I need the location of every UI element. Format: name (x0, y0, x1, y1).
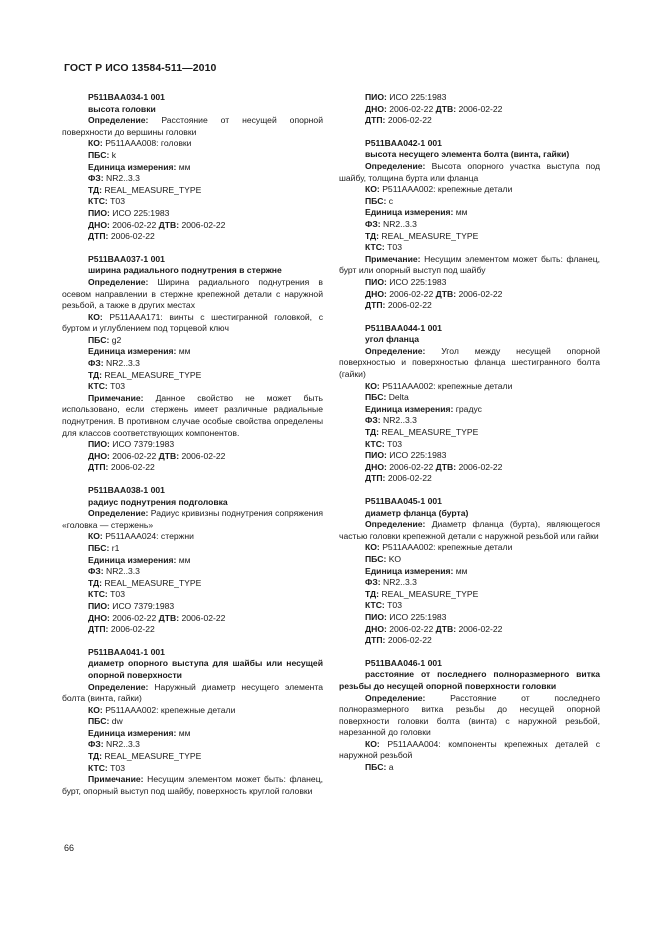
entry-fz (62, 566, 323, 578)
pio-text: ИСО 225:1983 (112, 207, 170, 218)
entry-pbs (62, 543, 323, 555)
label-td: ТД: (365, 588, 380, 599)
dtv-text: 2006-02-22 (181, 450, 226, 461)
definition-text: Высота опорного участка выступа под шайбу, толщина бурта или фланца (339, 160, 600, 183)
label-unit: Единица измерения: (365, 403, 454, 414)
entry-kts (62, 381, 323, 393)
definition-text: Расстояние от несущей опорной поверхности до вершины головки (62, 115, 323, 137)
dno-text: 2006-02-22 (389, 623, 434, 634)
label-pbs: ПБС: (365, 195, 387, 206)
label-fz: ФЗ: (88, 358, 104, 369)
label-dtv: ДТВ: (158, 612, 180, 623)
label-fz: ФЗ: (88, 173, 104, 184)
label-note: Примечание: (365, 253, 421, 264)
entry-kts (339, 242, 600, 254)
td-text: REAL_MEASURE_TYPE (104, 369, 202, 380)
fz-text: NR2..3.3 (105, 566, 140, 577)
dno-text: 2006-02-22 (389, 461, 434, 472)
definition-text: Ширина радиального поднутрения в осевом направлении в стержне крепежной детали с наружной резьбой, а также в других местах (62, 276, 323, 311)
entry-note (62, 774, 323, 797)
dtp-text: 2006-02-22 (387, 473, 432, 484)
entry-definition (339, 519, 600, 542)
right-column (339, 92, 600, 785)
dtv-text: 2006-02-22 (458, 288, 503, 299)
dtp-text: 2006-02-22 (387, 115, 432, 126)
entry-id: P511BAA044-1 001 (365, 322, 442, 333)
definition-text: Расстояние от последнего полноразмерного витка резьбы до несущей опорной поверхности головки болта (винта) с наружной резьбой, нарезанной до головки (339, 692, 600, 738)
ko-text: P511AAA008: головки (105, 138, 192, 149)
unit-text: градус (455, 403, 482, 414)
entry-dtp (339, 115, 600, 127)
entry-td (339, 427, 600, 439)
unit-text: мм (178, 727, 191, 738)
label-fz: ФЗ: (365, 577, 381, 588)
fz-text: NR2..3.3 (382, 577, 417, 588)
fz-text: NR2..3.3 (105, 358, 140, 369)
label-dtv: ДТВ: (158, 450, 180, 461)
entry-id: P511BAA037-1 001 (88, 253, 165, 264)
note-text: Несущим элементом может быть: фланец, бурт или опорный выступ под шайбу (339, 253, 601, 276)
entry-unit (62, 728, 323, 740)
label-dtv: ДТВ: (435, 461, 457, 472)
entry-definition (62, 508, 323, 531)
entry-ko (62, 312, 323, 335)
label-pbs: ПБС: (88, 334, 110, 345)
entry-unit (62, 162, 323, 174)
entry-td (62, 578, 323, 590)
label-pio: ПИО: (88, 207, 110, 218)
label-unit: Единица измерения: (88, 554, 177, 565)
pbs-text: dw (111, 716, 123, 727)
label-pio: ПИО: (365, 611, 387, 622)
entry-name: радиус поднутрения подголовка (88, 496, 228, 507)
entry-dates (339, 462, 600, 474)
kts-text: T03 (110, 762, 125, 773)
entry-pbs (339, 392, 600, 404)
entry-pbs (62, 150, 323, 162)
label-ko: КО: (88, 704, 103, 715)
label-unit: Единица измерения: (365, 207, 454, 218)
dno-text: 2006-02-22 (112, 612, 157, 623)
entry-dtp (339, 473, 600, 485)
label-pio: ПИО: (88, 600, 110, 611)
entry-pio (62, 439, 323, 451)
label-definition: Определение: (365, 160, 426, 171)
label-pio: ПИО: (88, 439, 110, 450)
property-entry-continued (339, 92, 600, 127)
label-dno: ДНО: (88, 612, 110, 623)
entry-kts (339, 600, 600, 612)
entry-dates (339, 624, 600, 636)
label-definition: Определение: (88, 681, 149, 692)
entry-definition (62, 682, 323, 705)
unit-text: мм (455, 565, 468, 576)
dtp-text: 2006-02-22 (110, 624, 155, 635)
definition-text: Радиус кривизны поднутрения сопряжения «головка — стержень» (62, 508, 323, 530)
label-dtv: ДТВ: (435, 288, 457, 299)
left-column (62, 92, 323, 808)
pio-text: ИСО 225:1983 (389, 450, 447, 461)
entry-td (62, 751, 323, 763)
label-definition: Определение: (365, 345, 426, 356)
label-kts: КТС: (88, 381, 108, 392)
label-td: ТД: (88, 184, 103, 195)
entry-name: диаметр фланца (бурта) (365, 507, 469, 518)
entry-name: угол фланца (365, 334, 420, 345)
label-note: Примечание: (88, 774, 144, 785)
label-pio: ПИО: (365, 92, 387, 102)
entry-unit (62, 555, 323, 567)
entry-dates (62, 220, 323, 232)
dtp-text: 2006-02-22 (110, 462, 155, 473)
td-text: REAL_MEASURE_TYPE (104, 751, 202, 762)
entry-pio (339, 612, 600, 624)
label-pbs: ПБС: (88, 149, 110, 160)
entry-kts (62, 763, 323, 775)
entry-td (62, 370, 323, 382)
kts-text: T03 (387, 438, 402, 449)
entry-ko (339, 381, 600, 393)
label-definition: Определение: (88, 115, 149, 126)
dtp-text: 2006-02-22 (387, 635, 432, 646)
ko-text: P511AAA002: крепежные детали (382, 184, 513, 195)
entry-td (62, 185, 323, 197)
label-dtp: ДТП: (365, 115, 386, 126)
property-entry (62, 647, 323, 798)
kts-text: T03 (110, 381, 125, 392)
property-entry (339, 323, 600, 485)
entry-ko (339, 184, 600, 196)
entry-unit (339, 404, 600, 416)
entry-kts (339, 439, 600, 451)
dno-text: 2006-02-22 (112, 450, 157, 461)
entry-dates (339, 289, 600, 301)
ko-text: P511AAA002: крепежные детали (105, 704, 236, 715)
label-dtp: ДТП: (88, 231, 109, 242)
dno-text: 2006-02-22 (389, 103, 434, 114)
pbs-text: a (388, 762, 394, 773)
entry-name: диаметр опорного выступа для шайбы или несущей опорной поверхности (88, 658, 323, 680)
entry-dtp (339, 300, 600, 312)
fz-text: NR2..3.3 (382, 218, 417, 229)
dtv-text: 2006-02-22 (458, 103, 503, 114)
label-td: ТД: (88, 751, 103, 762)
fz-text: NR2..3.3 (105, 739, 140, 750)
pbs-text: r1 (111, 542, 120, 553)
kts-text: T03 (387, 242, 402, 253)
td-text: REAL_MEASURE_TYPE (381, 588, 479, 599)
label-note: Примечание: (88, 392, 144, 403)
label-dtp: ДТП: (88, 624, 109, 635)
kts-text: T03 (110, 589, 125, 600)
label-fz: ФЗ: (88, 566, 104, 577)
dtv-text: 2006-02-22 (458, 461, 503, 472)
label-definition: Определение: (365, 519, 426, 530)
note-text: Несущим элементом может быть: фланец, бурт, опорный выступ под шайбу, поверхность круглой головки (62, 774, 324, 796)
label-dno: ДНО: (88, 219, 110, 230)
entry-name: высота головки (88, 103, 156, 114)
entry-kts (62, 196, 323, 208)
entry-fz (339, 219, 600, 231)
label-dno: ДНО: (365, 103, 387, 114)
entry-ko (62, 138, 323, 150)
entry-id: P511BAA034-1 001 (88, 92, 165, 102)
entry-pio (62, 601, 323, 613)
label-dno: ДНО: (88, 450, 110, 461)
label-definition: Определение: (365, 692, 426, 703)
entry-dates (62, 613, 323, 625)
pbs-text: g2 (111, 334, 122, 345)
entry-definition (339, 346, 600, 381)
pio-text: ИСО 7379:1983 (112, 439, 175, 450)
label-pbs: ПБС: (88, 716, 110, 727)
label-dno: ДНО: (365, 461, 387, 472)
label-ko: КО: (88, 138, 103, 149)
label-dno: ДНО: (365, 288, 387, 299)
label-pbs: ПБС: (88, 542, 110, 553)
td-text: REAL_MEASURE_TYPE (104, 184, 202, 195)
ko-text: P511AAA004: компоненты крепежных деталей с наружной резьбой (339, 738, 600, 761)
entry-note (339, 254, 600, 277)
label-ko: КО: (365, 184, 380, 195)
label-unit: Единица измерения: (88, 346, 177, 357)
entry-definition (62, 277, 323, 312)
entry-td (339, 589, 600, 601)
label-dtp: ДТП: (365, 300, 386, 311)
dtv-text: 2006-02-22 (458, 623, 503, 634)
entry-pbs (339, 762, 600, 774)
page-number: 66 (64, 843, 75, 853)
entry-id: P511BAA042-1 001 (365, 137, 442, 148)
entry-dtp (62, 462, 323, 474)
entry-fz (339, 577, 600, 589)
entry-pbs (339, 554, 600, 566)
label-ko: КО: (365, 738, 380, 749)
label-kts: КТС: (365, 438, 385, 449)
dtv-text: 2006-02-22 (181, 219, 226, 230)
property-entry (62, 485, 323, 636)
document-header: ГОСТ Р ИСО 13584-511—2010 (64, 62, 217, 74)
label-dtp: ДТП: (365, 473, 386, 484)
label-ko: КО: (88, 531, 103, 542)
label-fz: ФЗ: (88, 739, 104, 750)
entry-dtp (62, 624, 323, 636)
label-kts: КТС: (88, 196, 108, 207)
pbs-text: Delta (388, 392, 409, 403)
entry-id: P511BAA038-1 001 (88, 485, 165, 495)
ko-text: P511AAA171: винты с шестигранной головкой, с буртом и углублением под торцевой ключ (62, 311, 323, 334)
label-unit: Единица измерения: (88, 161, 177, 172)
entry-pio (339, 450, 600, 462)
entry-name: ширина радиального поднутрения в стержне (88, 265, 282, 276)
entry-pio (339, 92, 600, 104)
entry-name: расстояние от последнего полноразмерного витка резьбы до несущей опорной поверхности головки (339, 669, 600, 691)
definition-text: Диаметр фланца (бурта), являющегося частью головки крепежной детали с наружной резьбой или гайки (339, 519, 601, 541)
pio-text: ИСО 225:1983 (389, 276, 447, 287)
label-fz: ФЗ: (365, 415, 381, 426)
ko-text: P511AAA024: стержни (105, 531, 194, 542)
td-text: REAL_MEASURE_TYPE (104, 577, 202, 588)
unit-text: мм (455, 207, 468, 218)
entry-fz (62, 173, 323, 185)
label-pio: ПИО: (365, 450, 387, 461)
entry-ko (62, 705, 323, 717)
entry-unit (62, 346, 323, 358)
label-kts: КТС: (88, 589, 108, 600)
entry-unit (339, 566, 600, 578)
label-definition: Определение: (88, 276, 149, 287)
label-dtv: ДТВ: (435, 623, 457, 634)
label-pbs: ПБС: (365, 553, 387, 564)
property-entry (62, 254, 323, 474)
entry-note (62, 393, 323, 439)
label-fz: ФЗ: (365, 218, 381, 229)
ko-text: P511AAA002: крепежные детали (382, 380, 513, 391)
entry-ko (339, 739, 600, 762)
pio-text: ИСО 225:1983 (389, 92, 447, 102)
entry-pbs (62, 716, 323, 728)
label-dno: ДНО: (365, 623, 387, 634)
entry-kts (62, 589, 323, 601)
label-dtp: ДТП: (365, 635, 386, 646)
definition-text: Наружный диаметр несущего элемента болта (винта, гайки) (62, 681, 323, 704)
entry-id: P511BAA041-1 001 (88, 646, 165, 657)
entry-dtp (62, 231, 323, 243)
label-kts: КТС: (88, 762, 108, 773)
unit-text: мм (178, 346, 191, 357)
label-dtv: ДТВ: (158, 219, 180, 230)
property-entry (339, 496, 600, 647)
entry-dates (339, 104, 600, 116)
label-ko: КО: (365, 380, 380, 391)
label-td: ТД: (365, 427, 380, 438)
label-ko: КО: (88, 311, 103, 322)
pbs-text: k (111, 149, 116, 160)
unit-text: мм (178, 554, 191, 565)
entry-dtp (339, 635, 600, 647)
entry-definition (339, 693, 600, 739)
label-dtv: ДТВ: (435, 103, 457, 114)
label-kts: КТС: (365, 242, 385, 253)
dno-text: 2006-02-22 (112, 219, 157, 230)
pbs-text: c (388, 195, 393, 206)
entry-dates (62, 451, 323, 463)
entry-pio (62, 208, 323, 220)
label-td: ТД: (88, 577, 103, 588)
property-entry (339, 658, 600, 774)
dno-text: 2006-02-22 (389, 288, 434, 299)
entry-ko (62, 531, 323, 543)
entry-unit (339, 207, 600, 219)
entry-id: P511BAA046-1 001 (365, 657, 442, 668)
fz-text: NR2..3.3 (105, 173, 140, 184)
entry-pbs (62, 335, 323, 347)
label-kts: КТС: (365, 600, 385, 611)
label-pio: ПИО: (365, 276, 387, 287)
unit-text: мм (178, 161, 191, 172)
entry-definition (339, 161, 600, 184)
label-definition: Определение: (88, 508, 149, 519)
kts-text: T03 (110, 196, 125, 207)
entry-td (339, 231, 600, 243)
pio-text: ИСО 7379:1983 (112, 600, 175, 611)
label-pbs: ПБС: (365, 392, 387, 403)
label-td: ТД: (365, 230, 380, 241)
td-text: REAL_MEASURE_TYPE (381, 427, 479, 438)
entry-definition (62, 115, 323, 138)
td-text: REAL_MEASURE_TYPE (381, 230, 479, 241)
kts-text: T03 (387, 600, 402, 611)
fz-text: NR2..3.3 (382, 415, 417, 426)
note-text: Данное свойство не может быть использовано, если стержень имеет различные радиальные поднутрения. В противном случае особые свойства определены для классов соответствующих компонентов. (62, 392, 323, 438)
ko-text: P511AAA002: крепежные детали (382, 542, 513, 553)
entry-id: P511BAA045-1 001 (365, 496, 442, 506)
property-entry (339, 138, 600, 312)
label-ko: КО: (365, 542, 380, 553)
label-unit: Единица измерения: (365, 565, 454, 576)
label-td: ТД: (88, 369, 103, 380)
label-dtp: ДТП: (88, 462, 109, 473)
label-unit: Единица измерения: (88, 727, 177, 738)
entry-name: высота несущего элемента болта (винта, гайки) (365, 149, 570, 160)
property-entry (62, 92, 323, 243)
dtv-text: 2006-02-22 (181, 612, 226, 623)
entry-fz (339, 415, 600, 427)
entry-fz (62, 358, 323, 370)
pio-text: ИСО 225:1983 (389, 611, 447, 622)
dtp-text: 2006-02-22 (110, 231, 155, 242)
label-pbs: ПБС: (365, 762, 387, 773)
dtp-text: 2006-02-22 (387, 300, 432, 311)
entry-pio (339, 277, 600, 289)
entry-ko (339, 542, 600, 554)
entry-pbs (339, 196, 600, 208)
definition-text: Угол между несущей опорной поверхностью и поверхностью фланца шестигранного болта (гайки) (339, 345, 600, 380)
pbs-text: KO (388, 553, 402, 564)
entry-fz (62, 739, 323, 751)
